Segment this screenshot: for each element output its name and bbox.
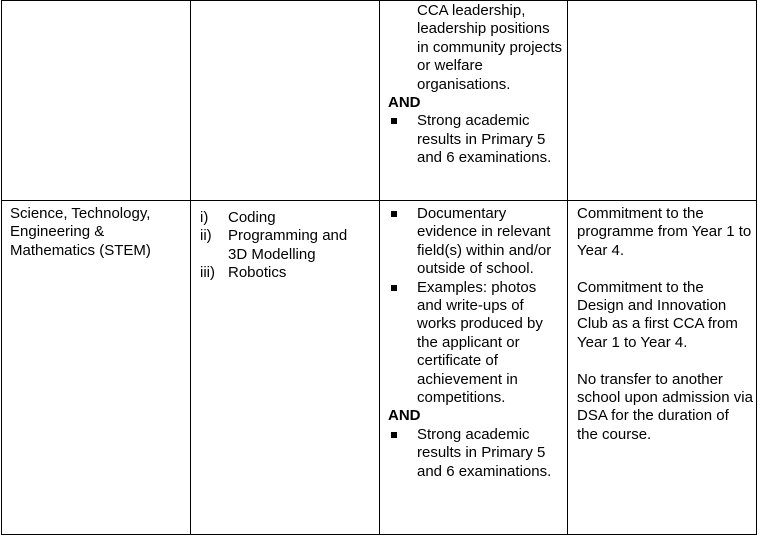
paragraph-spacer — [577, 260, 753, 278]
talent-area-item — [200, 227, 370, 264]
criteria-item — [388, 279, 564, 408]
talent-area-number: ii) — [200, 227, 212, 245]
academic-requirement-text: Strong academic results in Primary 5 and 6 examinations. — [417, 425, 552, 480]
table-border-bottom — [1, 534, 757, 535]
column-divider — [190, 0, 191, 535]
academic-requirement — [388, 112, 564, 167]
table-border-left — [1, 0, 2, 535]
and-label: AND — [388, 94, 421, 112]
row1-criteria-cell — [388, 2, 564, 168]
criteria-text: Documentary evidence in relevant field(s) within and/or outside of school. — [417, 205, 552, 278]
talent-area-number: i) — [200, 209, 209, 226]
programme-cell — [10, 205, 180, 260]
row-divider — [1, 200, 757, 201]
criteria-text: Examples: photos and write-ups of works produced by the applicant or certificate of achievement in competitions. — [417, 278, 543, 407]
column-divider — [379, 0, 380, 535]
criteria-continued-text: CCA leadership, leadership positions in community projects or welfare organisations. — [417, 2, 563, 93]
selection-criteria-cell — [388, 205, 564, 481]
commitment-cell — [577, 205, 753, 444]
talent-area-number: iii) — [200, 264, 215, 282]
column-divider — [567, 0, 568, 535]
table-border-right — [756, 0, 757, 535]
commitment-text: Commitment to the Design and Innovation Club as a first CCA from Year 1 to Year 4. — [577, 278, 738, 351]
talent-areas-cell — [200, 209, 370, 283]
talent-area-text: Programming and 3D Modelling — [228, 227, 348, 263]
academic-requirement — [388, 426, 564, 481]
commitment-text: Commitment to the programme from Year 1 to Year 4. — [577, 205, 752, 259]
table-border-top — [1, 0, 757, 1]
paragraph-spacer — [577, 352, 753, 370]
talent-area-text: Coding — [228, 209, 276, 226]
talent-area-text: Robotics — [228, 264, 287, 282]
programme-name: Science, Technology, Engineering & Mathematics (STEM) — [10, 205, 151, 259]
criteria-item — [388, 205, 564, 279]
talent-area-item — [200, 209, 370, 227]
academic-requirement-text: Strong academic results in Primary 5 and 6 examinations. — [417, 112, 552, 167]
talent-area-item — [200, 264, 370, 282]
and-label: AND — [388, 407, 421, 425]
commitment-text: No transfer to another school upon admission via DSA for the duration of the course. — [577, 370, 753, 443]
